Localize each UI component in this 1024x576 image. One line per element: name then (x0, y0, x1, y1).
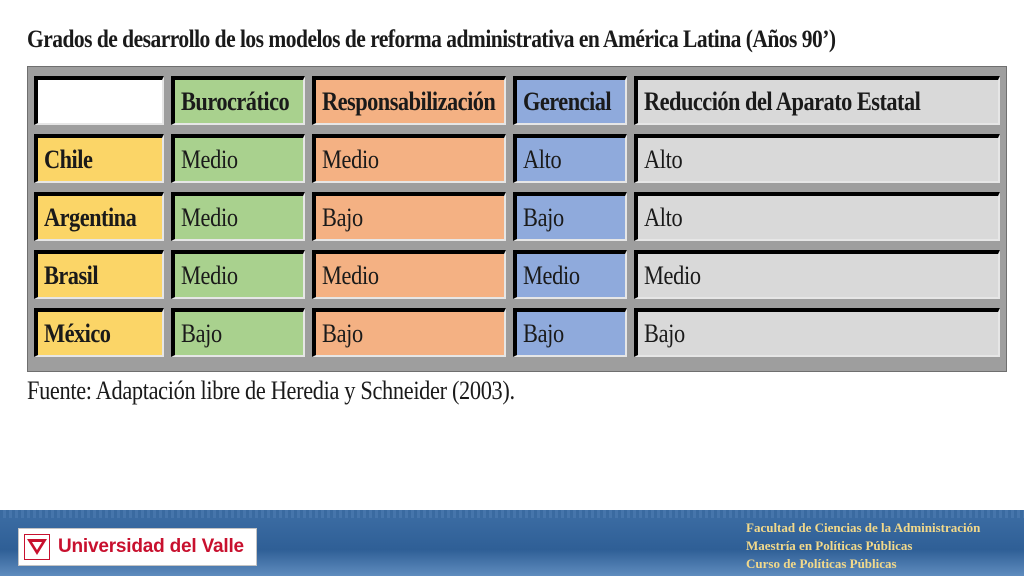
footer-credits (746, 519, 980, 573)
table-cell: Alto (513, 134, 627, 183)
table-cell: Bajo (513, 192, 627, 241)
footer-line-program: Maestría en Políticas Públicas (746, 538, 913, 553)
column-header-gerencial: Gerencial (513, 76, 627, 125)
table-cell: Bajo (634, 308, 1000, 357)
table-cell: Medio (171, 192, 305, 241)
table-corner-cell (34, 76, 164, 125)
column-header-burocratico: Burocrático (171, 76, 305, 125)
row-header-chile: Chile (34, 134, 164, 183)
row-header-argentina: Argentina (34, 192, 164, 241)
footer-line-faculty: Facultad de Ciencias de la Administración (746, 520, 981, 535)
column-header-reduccion: Reducción del Aparato Estatal (634, 76, 1000, 125)
column-header-responsabilizacion: Responsabilización (312, 76, 506, 125)
row-header-mexico: México (34, 308, 164, 357)
reform-table (27, 66, 1007, 372)
univalle-logo-icon (24, 534, 50, 560)
table-cell: Medio (171, 134, 305, 183)
table-cell: Medio (171, 250, 305, 299)
table-cell: Medio (312, 250, 506, 299)
slide-title: Grados de desarrollo de los modelos de reforma administrativa en América Latina (Años 90’) (27, 26, 836, 53)
table-cell: Alto (634, 192, 1000, 241)
table-cell: Medio (513, 250, 627, 299)
table-cell: Bajo (312, 308, 506, 357)
footer-line-course: Curso de Políticas Públicas (746, 556, 897, 571)
footer-bar (0, 510, 1024, 576)
table-cell: Medio (312, 134, 506, 183)
source-note: Fuente: Adaptación libre de Heredia y Schneider (2003). (27, 376, 515, 405)
table-cell: Bajo (312, 192, 506, 241)
table-cell: Bajo (513, 308, 627, 357)
table-cell: Alto (634, 134, 1000, 183)
row-header-brasil: Brasil (34, 250, 164, 299)
university-name: Universidad del Valle (58, 536, 244, 557)
footer-stripe (0, 510, 1024, 518)
table-cell: Bajo (171, 308, 305, 357)
table-cell: Medio (634, 250, 1000, 299)
university-logo (18, 528, 257, 566)
